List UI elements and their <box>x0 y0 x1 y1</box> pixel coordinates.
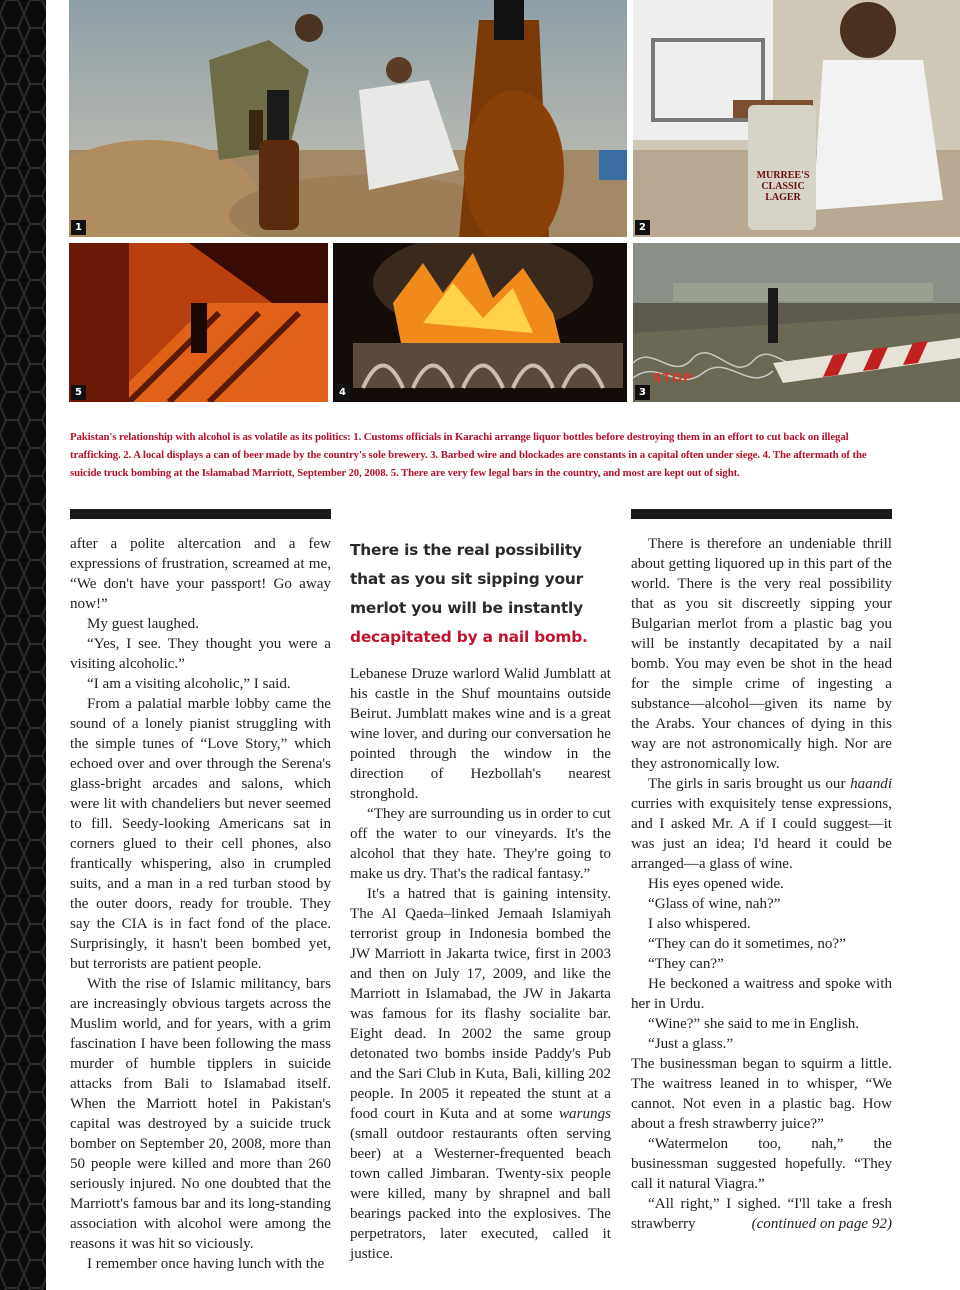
text-column-2 <box>350 536 611 1264</box>
photo-number-5: 5 <box>71 385 86 400</box>
photo-number-3: 3 <box>635 385 650 400</box>
barrier-stop-text: STOP <box>653 371 693 385</box>
column-rule-right <box>631 509 892 519</box>
col2-paragraph: Lebanese Druze warlord Walid Jumblatt at his castle in the Shuf mountains outside Beirut. Jumblatt makes wine and is a great wine lover, and during our conversation he pointed through the window in the direction of Hezbollah's nearest stronghold. <box>350 666 611 802</box>
col1-paragraph: “Yes, I see. They thought you were a visiting alcoholic.” <box>70 636 331 672</box>
photo-number-4: 4 <box>335 385 350 400</box>
col1-paragraph: From a palatial marble lobby came the sound of a lonely pianist struggling with the simple tunes of “Love Story,” which echoed over and over through the Serena's glass-bright arcades and salons, which were lit with chandeliers but never seemed to fill. Seedy-looking Americans sat in corners glued to their cell phones, also frantically whispering, also in crumpled suits, and a man in a red turban stood by the outer doors, ready for trouble. They say the CIA is in fact fond of the place. Surprisingly, it hasn't been bombed yet, but terrorists are patient people. <box>70 696 331 972</box>
pull-quote-line-3: merlot you will be instantly <box>350 599 583 617</box>
caption-item-5-num: 5. <box>390 467 399 479</box>
col2-p3-italic: warungs <box>558 1106 611 1122</box>
caption-item-2: A local displays a can of beer made by the country's sole brewery. <box>133 449 428 461</box>
col3-paragraph: The businessman began to squirm a little. The waitress leaned in to whisper, “We cannot. Not even in a plastic bag. How about a fresh strawberry juice?” <box>631 1056 892 1132</box>
pull-quote-line-2: that as you sit sipping your <box>350 570 584 588</box>
col3-paragraph: “They can do it sometimes, no?” <box>648 936 846 952</box>
col3-p2-italic: haandi <box>850 776 893 792</box>
can-label-line-3: LAGER <box>765 192 801 203</box>
col2-p3-text-a: It's a hatred that is gaining intensity. The Al Qaeda–linked Jemaah Islamiyah terrorist group in Indonesia bombed the JW Marriott in Jakarta twice, first in 2003 and then on July 17, 2009, and like the Marriott in Islamabad, the JW in Jakarta was famous for its flashy socialite bar. Eight dead. In 2002 the same group detonated two bombs inside Paddy's Pub and the Sari Club in Kuta, Bali, killing 202 people. In 2005 it repeated the stunt at a food court in Kuta and at some <box>350 886 611 1122</box>
hex-pattern-strip <box>0 0 46 1290</box>
col3-paragraph: I also whispered. <box>648 916 751 932</box>
photo-barbed-wire <box>633 243 960 402</box>
col3-paragraph: “Wine?” she said to me in English. <box>648 1016 860 1032</box>
col3-last-text: “All right,” I sighed. “I'll take a fresh strawberry <box>631 1196 892 1232</box>
col2-p3-text-b: (small outdoor restaurants often serving beer) at a Westerner-frequented beach town called Jimbaran. Twenty-six people were killed, many by shrapnel and ball bearings packed into the explosives. The perpetrators, later executed, called it justice. <box>350 1126 611 1262</box>
caption-item-5: There are very few legal bars in the country, and most are kept out of sight. <box>401 467 740 479</box>
col1-paragraph: With the rise of Islamic militancy, bars are increasingly obvious targets across the Muslim world, and for years, with a grim fascination I have been following the mass murder of humble tipplers in suicide attacks from Bali to Islamabad itself. When the Marriott hotel in Pakistan's capital was destroyed by a suicide truck bomber on September 20, 2008, more than 50 people were killed and more than 260 seriously injured. No one doubted that the Marriott's famous bar and its long-standing association with alcohol were among the reasons it was hit so viciously. <box>70 976 331 1252</box>
col3-paragraph: “Glass of wine, nah?” <box>648 896 781 912</box>
col1-paragraph: “I am a visiting alcoholic,” I said. <box>87 676 291 692</box>
column-rule-left <box>70 509 331 519</box>
can-label-line-1: MURREE'S <box>756 170 810 181</box>
caption-lead: Pakistan's relationship with alcohol is as volatile as its politics: <box>70 431 351 443</box>
col3-paragraph <box>631 774 892 874</box>
col3-paragraph: His eyes opened wide. <box>648 876 784 892</box>
can-label-line-2: CLASSIC <box>761 181 805 192</box>
col2-paragraph: “They are surrounding us in order to cut off the water to our vineyards. It's the alcohol that they hate. They're going to make us dry. That's the radical fantasy.” <box>350 806 611 882</box>
photo-number-1: 1 <box>71 220 86 235</box>
text-column-3 <box>631 534 892 1234</box>
col3-paragraph: He beckoned a waitress and spoke with her in Urdu. <box>631 976 892 1012</box>
caption-item-3: Barbed wire and blockades are constants in a capital often under siege. <box>440 449 760 461</box>
pull-quote-line-4: decapitated by a nail bomb. <box>350 628 588 646</box>
col3-p2-text-b: curries with exquisitely tense expressions, and I asked Mr. A if I could suggest—it was just an idea; I'd heard it could be arranged—a glass of wine. <box>631 796 892 872</box>
continued-on-page: (continued on page 92) <box>751 1216 892 1232</box>
col1-paragraph: I remember once having lunch with the <box>87 1256 325 1272</box>
caption-item-4-num: 4. <box>762 449 771 461</box>
pull-quote <box>350 536 611 652</box>
col3-paragraph: “Just a glass.” <box>648 1036 734 1052</box>
col3-p2-text-a: The girls in saris brought us our <box>648 776 846 792</box>
photo-caption <box>70 428 892 482</box>
col3-last-paragraph <box>631 1194 892 1234</box>
col3-paragraph: There is therefore an undeniable thrill about getting liquored up in this part of the world. There is the very real possibility that as you sit discreetly sipping your Bulgarian merlot from a plastic bag you will be instantly decapitated by a nail bomb. You may even be shot in the head for the simple crime of ingesting a substance—alcohol—given its name by the Arabs. Your chances of dying in this way are not astronomically high. Nor are they astronomically low. <box>631 536 892 772</box>
col3-paragraph: “Watermelon too, nah,” the businessman suggested hopefully. “They call it natural Viagra.” <box>631 1136 892 1192</box>
caption-item-2-num: 2. <box>123 449 132 461</box>
caption-item-1: Customs officials in Karachi arrange liquor bottles before destroying them in an effort to cut back on illegal trafficking. <box>70 431 849 461</box>
caption-item-4: The aftermath of the suicide truck bombing at the Islamabad Marriott, September 20, 2008. <box>70 449 867 479</box>
can-label <box>754 170 812 203</box>
col1-paragraph: My guest laughed. <box>87 616 199 632</box>
caption-item-1-num: 1. <box>353 431 362 443</box>
col2-paragraph <box>350 884 611 1264</box>
photo-customs-liquor <box>69 0 627 237</box>
photo-burning-hotel <box>333 243 627 402</box>
photo-stairwell <box>69 243 328 402</box>
caption-item-3-num: 3. <box>430 449 439 461</box>
photo-number-2: 2 <box>635 220 650 235</box>
col1-paragraph: after a polite altercation and a few expressions of frustration, screamed at me, “We don't have your passport! Go away now!” <box>70 536 331 612</box>
col3-paragraph: “They can?” <box>648 956 724 972</box>
photo-murree-beer <box>633 0 960 237</box>
text-column-1 <box>70 534 331 1274</box>
pull-quote-line-1: There is the real possibility <box>350 541 582 559</box>
